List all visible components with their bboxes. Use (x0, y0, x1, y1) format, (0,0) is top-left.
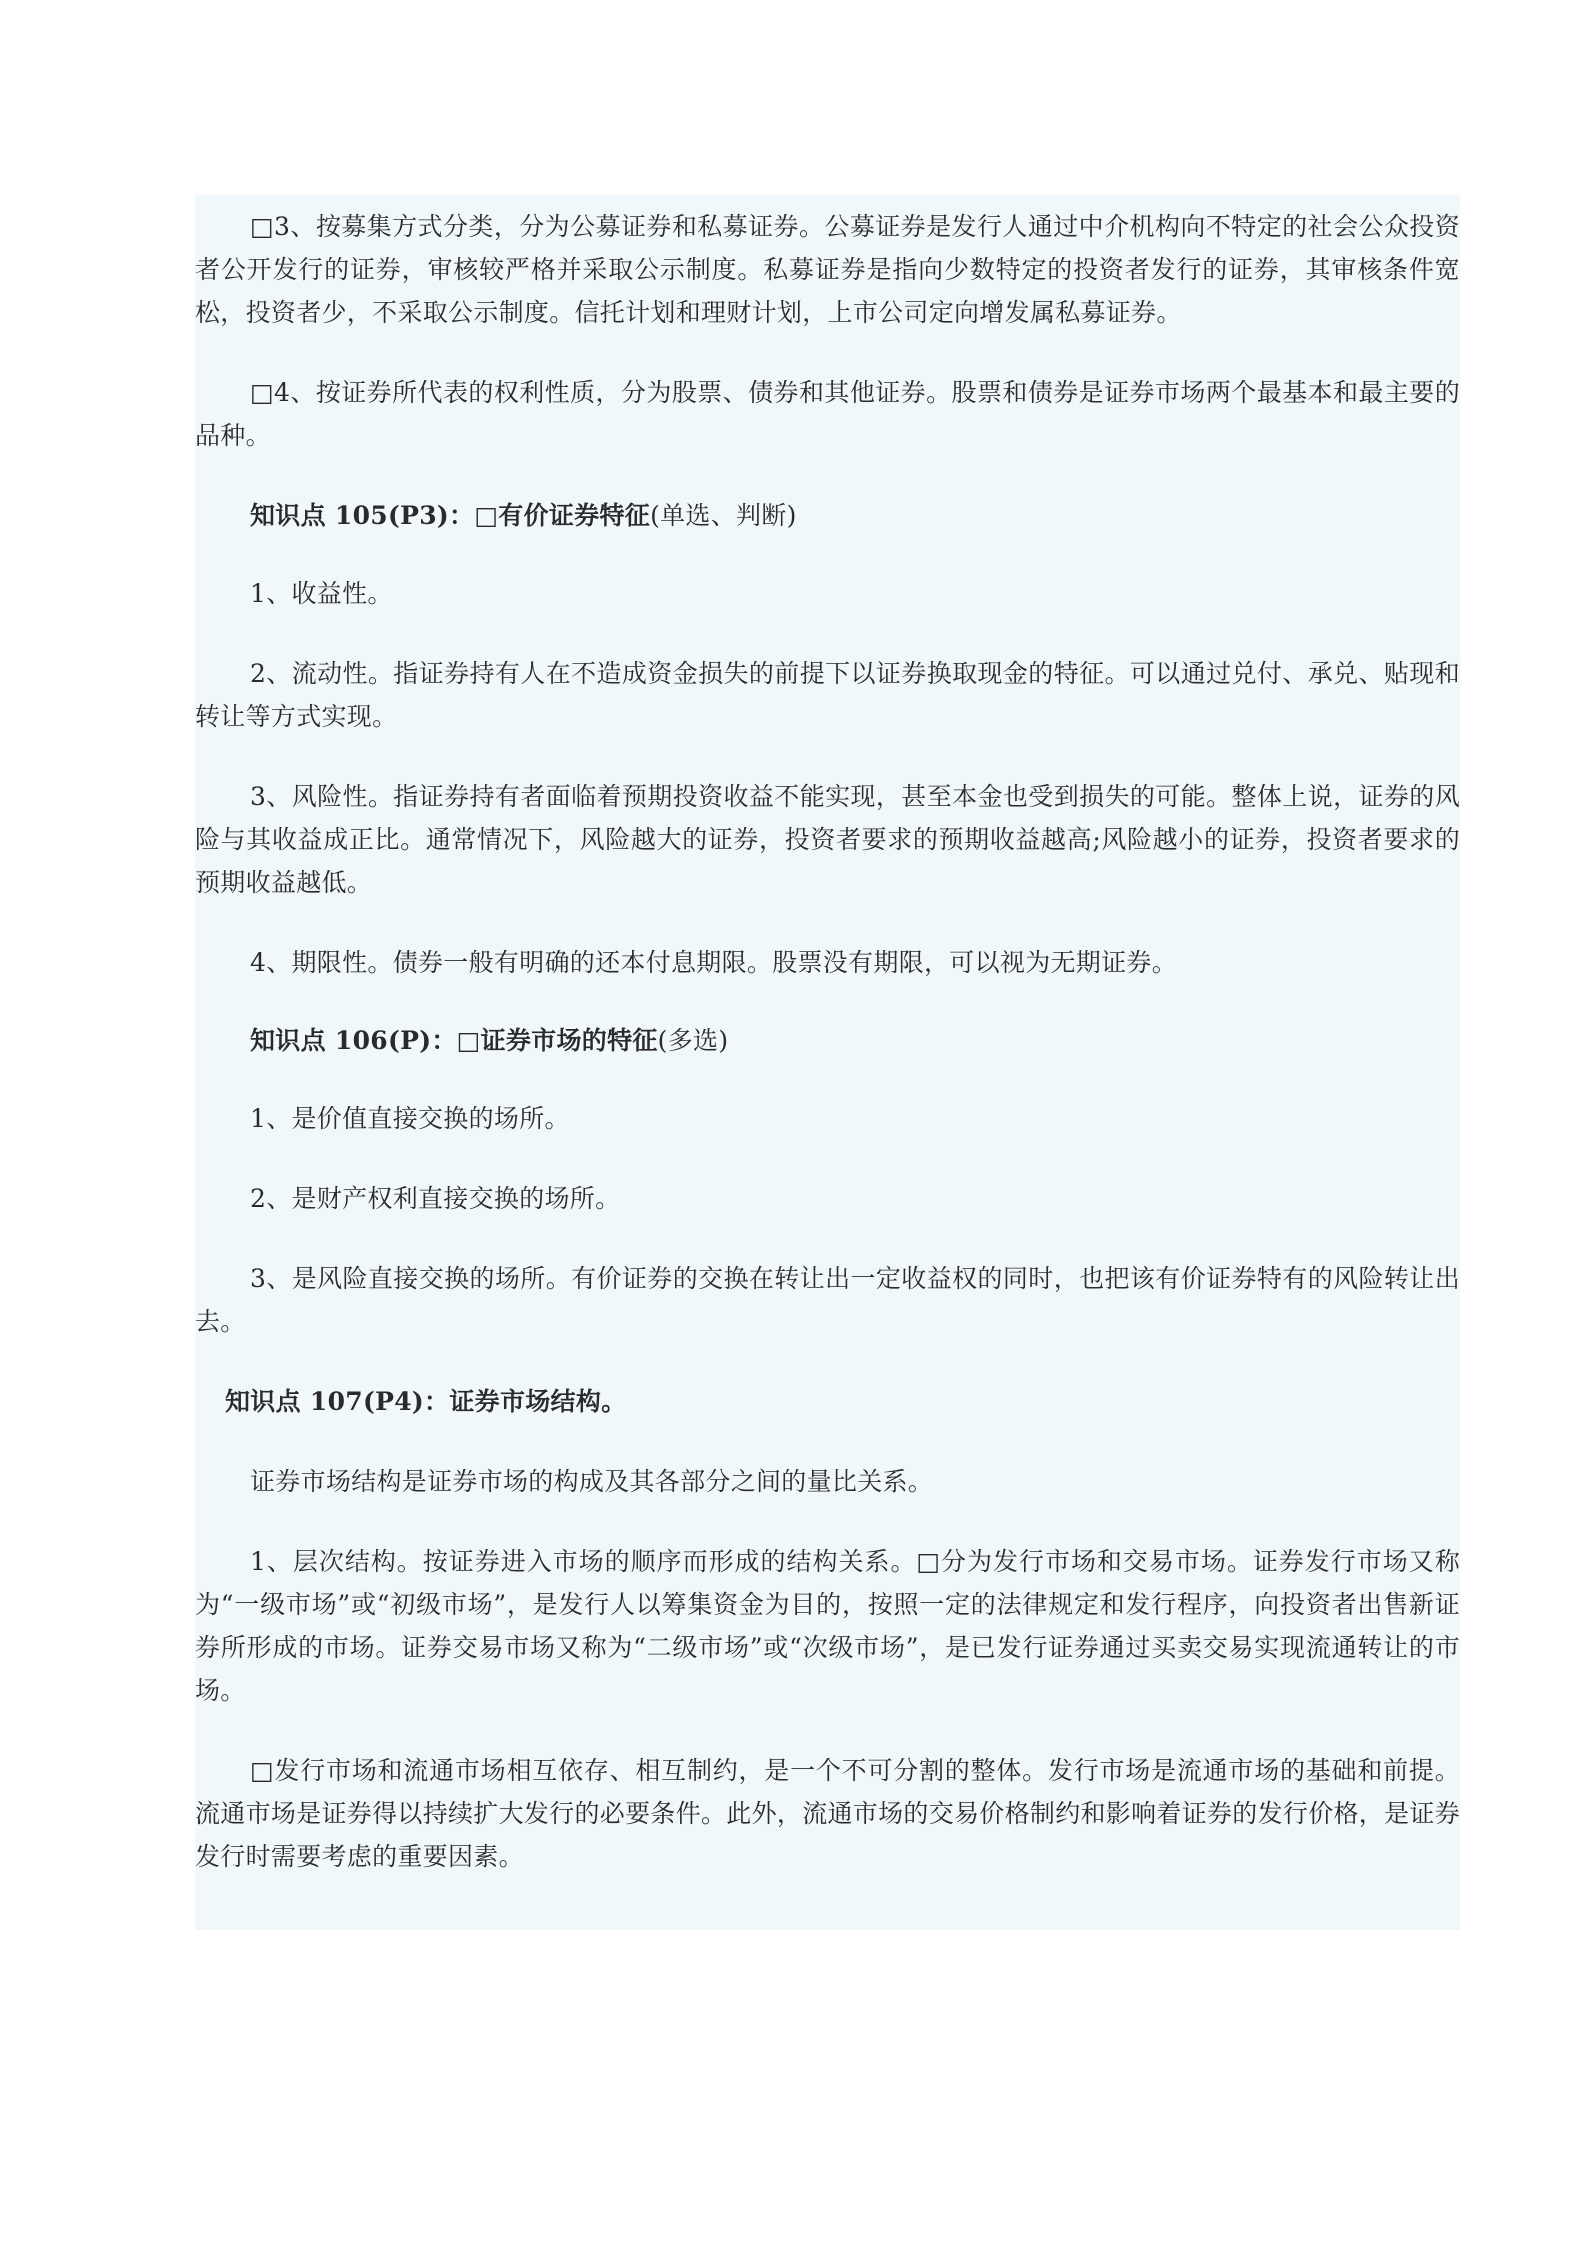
heading-107-title: 知识点 107(P4)：证券市场结构。 (225, 1387, 627, 1416)
heading-105-title: 知识点 105(P3)：□有价证券特征 (250, 501, 651, 530)
paragraph-profitability: 1、收益性。 (250, 579, 393, 608)
document-body (195, 205, 1460, 1878)
paragraph-issuance-circulation: □发行市场和流通市场相互依存、相互制约，是一个不可分割的整体。发行市场是流通市场的基础和前提。流通市场是证券得以持续扩大发行的必要条件。此外，流通市场的交易价格制约和影响着证券的发行价格，是证券发行时需要考虑的重要因素。 (195, 1756, 1461, 1871)
heading-knowledge-point-105 (195, 494, 1460, 537)
paragraph-liquidity: 2、流动性。指证券持有人在不造成资金损失的前提下以证券换取现金的特征。可以通过兑付、承兑、贴现和转让等方式实现。 (195, 659, 1460, 731)
heading-106-title: 知识点 106(P)：□证券市场的特征 (250, 1026, 658, 1055)
paragraph-risk: 3、风险性。指证券持有者面临着预期投资收益不能实现，甚至本金也受到损失的可能。整体上说，证券的风险与其收益成正比。通常情况下，风险越大的证券，投资者要求的预期收益越高;风险越小的证券，投资者要求的预期收益越低。 (195, 782, 1460, 897)
paragraph-market-structure-definition: 证券市场结构是证券市场的构成及其各部分之间的量比关系。 (250, 1467, 934, 1496)
paragraph-property-exchange: 2、是财产权利直接交换的场所。 (250, 1184, 621, 1213)
paragraph-fundraising-classification: □3、按募集方式分类，分为公募证券和私募证券。公募证券是发行人通过中介机构向不特定的社会公众投资者公开发行的证券，审核较严格并采取公示制度。私募证券是指向少数特定的投资者发行的证券，其审核条件宽松，投资者少，不采取公示制度。信托计划和理财计划，上市公司定向增发属私募证券。 (195, 212, 1460, 327)
heading-106-suffix: (多选) (657, 1026, 729, 1055)
paragraph-risk-exchange: 3、是风险直接交换的场所。有价证券的交换在转让出一定收益权的同时，也把该有价证券特有的风险转让出去。 (195, 1264, 1460, 1336)
heading-knowledge-point-106 (195, 1019, 1460, 1062)
paragraph-rights-classification: □4、按证券所代表的权利性质，分为股票、债券和其他证券。股票和债券是证券市场两个最基本和最主要的品种。 (195, 378, 1460, 450)
heading-knowledge-point-107 (195, 1380, 1460, 1423)
heading-105-suffix: (单选、判断) (650, 501, 797, 530)
paragraph-value-exchange: 1、是价值直接交换的场所。 (250, 1104, 570, 1133)
paragraph-hierarchy-structure: 1、层次结构。按证券进入市场的顺序而形成的结构关系。□分为发行市场和交易市场。证券发行市场又称为“一级市场”或“初级市场”，是发行人以筹集资金为目的，按照一定的法律规定和发行程序，向投资者出售新证券所形成的市场。证券交易市场又称为“二级市场”或“次级市场”，是已发行证券通过买卖交易实现流通转让的市场。 (195, 1547, 1460, 1705)
paragraph-term: 4、期限性。债券一般有明确的还本付息期限。股票没有期限，可以视为无期证券。 (250, 948, 1178, 977)
